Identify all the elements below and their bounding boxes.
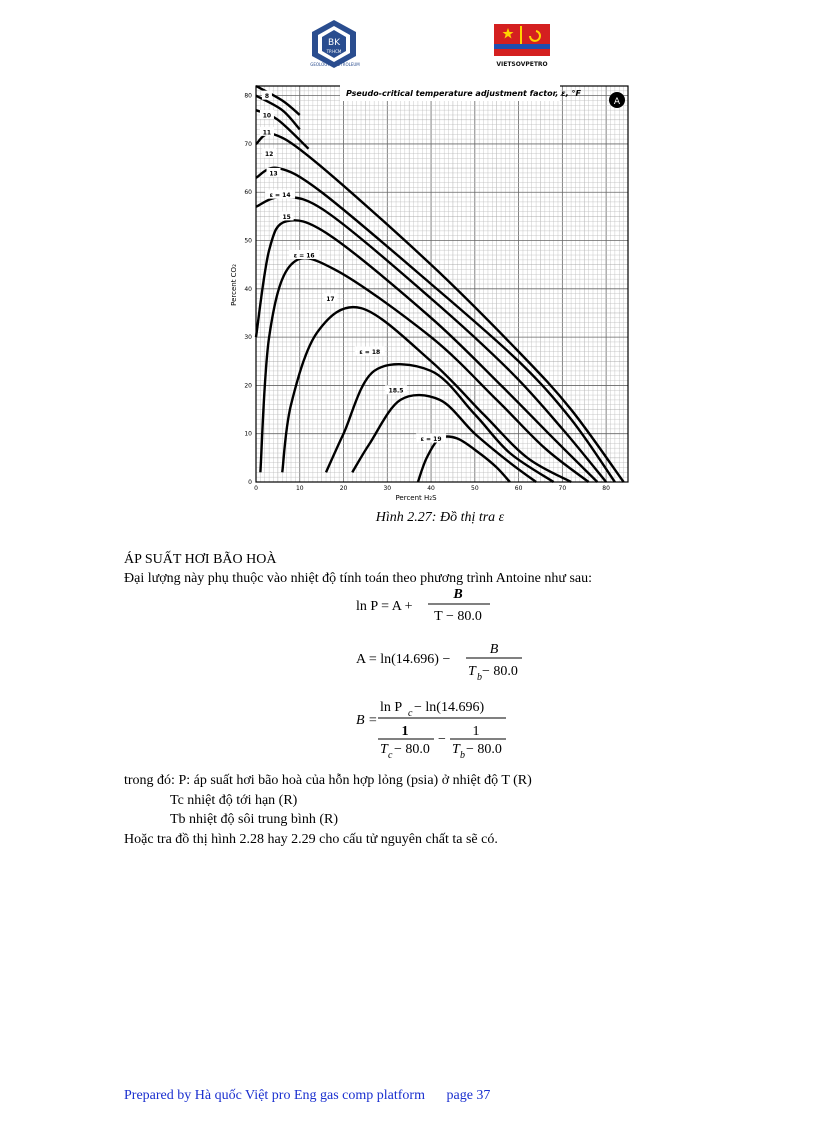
y-tick-label: 60 [244,189,252,197]
x-tick-label: 40 [427,485,435,492]
contour-label: ε = 16 [293,252,315,260]
definition-tb: Tb nhiệt độ sôi trung bình (R) [170,812,338,827]
equation-ln-p [356,584,496,626]
definition-p: trong đó: P: áp suất hơi bão hoà của hỗn hợp lỏng (psia) ở nhiệt độ T (R) [124,773,532,788]
footer-text: Prepared by Hà quốc Việt pro Eng gas comp platform [124,1088,425,1103]
svg-text:T: T [380,742,388,757]
contour-label: ε = 14 [269,192,291,200]
svg-text:− 80.0: − 80.0 [394,742,430,757]
svg-text:A: A [613,97,621,107]
y-tick-label: 40 [244,285,252,293]
chart-grid [256,86,628,482]
svg-text:B: B [489,642,499,657]
axis-ticks [244,93,610,492]
x-tick-label: 50 [471,485,479,492]
y-tick-label: 70 [244,140,252,148]
svg-text:ln P: ln P [380,700,403,715]
page-footer [124,1088,508,1104]
svg-text:1: 1 [472,724,480,739]
x-tick-label: 0 [254,485,258,492]
x-tick-label: 80 [602,485,610,492]
contour-label: 10 [262,112,272,120]
vietsovpetro-flag-icon [494,24,550,56]
bk-logo-text: BK [327,38,341,48]
svg-text:− 80.0: − 80.0 [482,664,518,679]
svg-text:B =: B = [356,713,378,728]
svg-text:ln P = A +: ln P = A + [356,599,413,614]
y-tick-label: 0 [248,479,252,486]
epsilon-chart-svg [228,80,638,508]
y-tick-label: 20 [244,382,252,390]
bk-logo-subtext: TP.HCM [326,49,342,54]
intro-paragraph: Đại lượng này phụ thuộc vào nhiệt độ tính toán theo phương trình Antoine như sau: [124,571,593,586]
figure-caption: Hình 2.27: Đồ thị tra ε [375,510,505,525]
equation-b [356,697,526,763]
svg-text:c: c [408,708,413,719]
bk-logo-caption: GEOLOGY & PETROLEUM [310,62,360,67]
definition-tc: Tc nhiệt độ tới hạn (R) [170,793,298,808]
svg-text:T − 80.0: T − 80.0 [434,609,482,624]
equation-a [356,641,526,685]
y-tick-label: 50 [244,237,252,245]
svg-text:b: b [460,750,465,761]
svg-text:1: 1 [401,724,409,739]
x-tick-label: 10 [295,485,304,492]
contour-label: 11 [262,129,272,137]
closing-paragraph: Hoặc tra đồ thị hình 2.28 hay 2.29 cho cấu tử nguyên chất ta sẽ có. [124,832,498,847]
vietsovpetro-caption: VIETSOVPETRO [496,61,548,68]
svg-text:c: c [388,750,393,761]
contour-label: 8 [264,93,270,101]
y-tick-label: 10 [244,430,252,438]
x-tick-label: 60 [514,485,523,492]
svg-text:− ln(14.696): − ln(14.696) [414,700,485,715]
x-tick-label: 30 [383,485,392,492]
x-tick-label: 20 [339,485,348,492]
svg-text:− 80.0: − 80.0 [466,742,502,757]
contour-label: ε = 19 [420,436,442,444]
y-axis-label: Percent CO₂ [230,264,238,306]
contour-label: 17 [326,295,335,303]
x-tick-label: 70 [558,485,567,492]
contour-label: ε = 18 [359,349,381,357]
svg-text:B: B [453,587,463,602]
y-tick-label: 30 [244,334,252,342]
contour-label: 12 [264,151,274,159]
svg-text:T: T [468,664,476,679]
section-title: ÁP SUẤT HƠI BÃO HOÀ [124,552,277,567]
y-tick-label: 80 [244,92,252,100]
chart-title: Pseudo-critical temperature adjustment factor, ε, °F [346,89,581,98]
svg-text:T: T [452,742,460,757]
contour-label: 13 [269,170,278,178]
x-axis-label: Percent H₂S [395,494,437,502]
contour-label: 15 [282,213,291,221]
svg-text:−: − [438,732,446,747]
svg-text:b: b [477,672,482,683]
svg-text:A = ln(14.696) −: A = ln(14.696) − [356,652,451,667]
contour-label: 18.5 [388,387,404,395]
page-number: page 37 [446,1088,491,1103]
epsilon-chart [228,80,638,508]
